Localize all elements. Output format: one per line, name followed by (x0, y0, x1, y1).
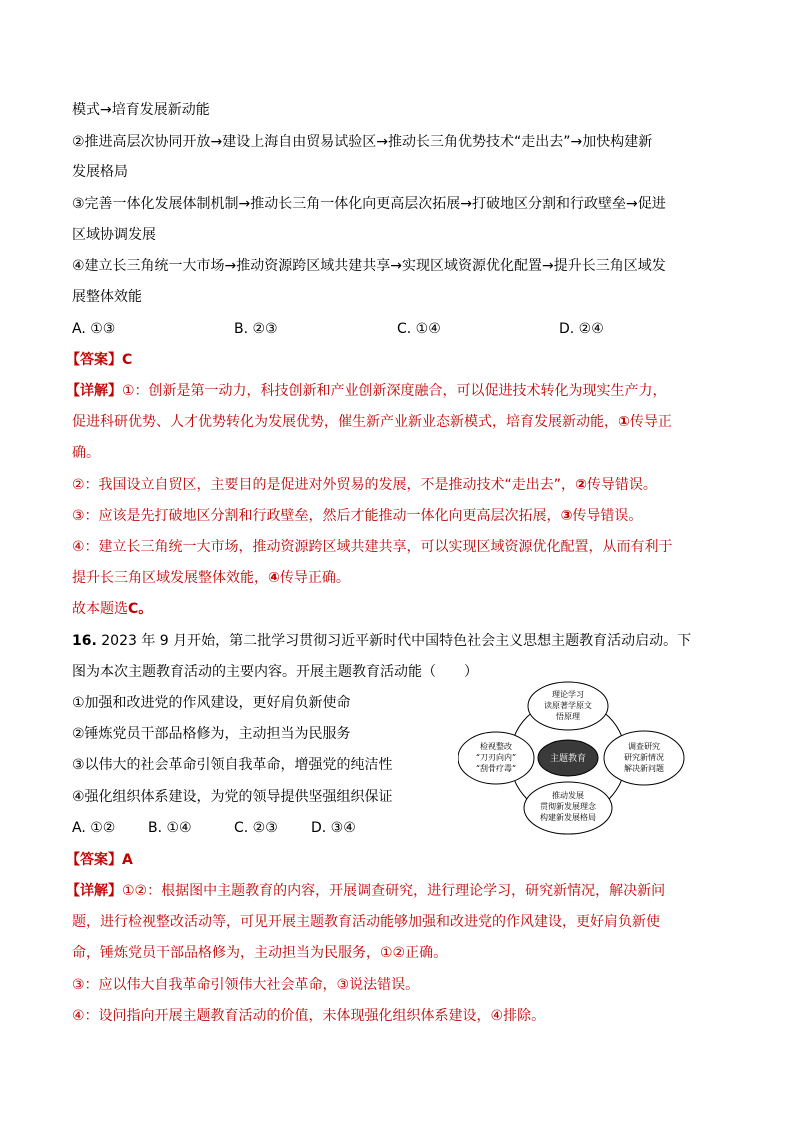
q15-detail4-line1: ④：建立长三角统一大市场，推动资源跨区域共建共享，可以实现区域资源优化配置，从而有利于 (72, 539, 673, 555)
q16-choice-a: A. ①② (72, 820, 116, 836)
q16-choice-d: D. ③④ (311, 820, 356, 836)
diagram-right-line1: 调查研究 (628, 742, 660, 751)
q15-option3-line2: 区域协调发展 (72, 227, 156, 243)
answer-value: A (122, 852, 133, 868)
q15-detail3: ③：应该是先打破地区分割和行政壁垒，然后才能推动一体化向更高层次拓展，③传导错误。 (72, 508, 643, 524)
q15-choice-d: D. ②④ (559, 321, 604, 337)
q15-option2-line1: ②推进高层次协同开放→建设上海自由贸易试验区→推动长三角优势技术“走出去”→加快构建新 (72, 134, 653, 150)
diagram-left-line3: “刮骨疗毒” (475, 764, 517, 773)
q16-stem-line2: 图为本次主题教育活动的主要内容。开展主题教育活动能（ ） (72, 664, 478, 680)
q16-detail1-line2: 题，进行检视整改活动等，可见开展主题教育活动能够加强和改进党的作风建设，更好肩负新使 (72, 914, 660, 930)
q15-detail1-line3: 确。 (72, 445, 100, 461)
diagram-center-label: 主题教育 (549, 754, 587, 764)
answer-label: 【答案】 (66, 852, 122, 868)
q16-detail1-line1: 【详解】①②：根据图中主题教育的内容，开展调查研究，进行理论学习，研究新情况，解决新问 (66, 883, 666, 899)
q15-option1-tail: 模式→培育发展新动能 (72, 102, 210, 118)
q15-detail1-line1: 【详解】①：创新是第一动力，科技创新和产业创新深度融合，可以促进技术转化为现实生产力， (66, 383, 667, 399)
q15-choice-c: C. ①④ (397, 321, 441, 337)
q16-answer (66, 850, 133, 870)
q15-option2-line2: 发展格局 (72, 164, 128, 180)
diagram-top-line3: 悟原理 (556, 712, 580, 721)
q15-option3-line1: ③完善一体化发展体制机制→推动长三角一体化向更高层次拓展→打破地区分割和行政壁垒→促进 (72, 196, 666, 212)
q16-option3: ③以伟大的社会革命引领自我革命，增强党的纯洁性 (72, 757, 393, 773)
q15-conclusion: 故本题选C。 (72, 601, 153, 617)
q16-choice-b: B. ①④ (148, 820, 192, 836)
q15-detail4-line2: 提升长三角区域发展整体效能，④传导正确。 (72, 570, 350, 586)
q16-detail3: ④：设问指向开展主题教育活动的价值，未体现强化组织体系建设，④排除。 (72, 1008, 546, 1024)
detail-label: 【详解】 (66, 883, 122, 899)
q16-detail2: ③：应以伟大自我革命引领伟大社会革命，③说法错误。 (72, 977, 420, 993)
diagram-left-line2: “刀刃向内” (475, 753, 517, 762)
diagram-svg (458, 680, 688, 840)
detail-label: 【详解】 (66, 383, 122, 399)
diagram-bottom-line1: 推动发展 (552, 791, 584, 800)
theme-education-diagram (458, 680, 688, 840)
q16-option1: ①加强和改进党的作风建设，更好肩负新使命 (72, 695, 351, 711)
diagram-right-line2: 研究新情况 (624, 753, 664, 762)
q15-option4-line2: 展整体效能 (72, 289, 142, 305)
q16-option2: ②锤炼党员干部品格修为，主动担当为民服务 (72, 726, 351, 742)
diagram-left-line1: 检视整改 (480, 742, 512, 751)
diagram-top-line1: 理论学习 (552, 690, 584, 699)
q16-choice-c: C. ②③ (234, 820, 278, 836)
q15-choice-a: A. ①③ (72, 321, 116, 337)
diagram-right-line3: 解决新问题 (624, 764, 664, 773)
answer-label: 【答案】 (66, 352, 122, 368)
question-number: 16. (72, 633, 97, 649)
q16-detail1-line3: 命，锤炼党员干部品格修为，主动担当为民服务，①②正确。 (72, 945, 448, 961)
q16-stem-line1: 16. 2023 年 9 月开始，第二批学习贯彻习近平新时代中国特色社会主义思想主题教育活动启动。下 (72, 633, 692, 649)
answer-value: C (122, 352, 133, 368)
q15-option4-line1: ④建立长三角统一大市场→推动资源跨区域共建共享→实现区域资源优化配置→提升长三角区域发 (72, 258, 666, 274)
q15-detail2: ②：我国设立自贸区，主要目的是促进对外贸易的发展，不是推动技术“走出去”，②传导错误。 (72, 477, 657, 493)
q16-option4: ④强化组织体系建设，为党的领导提供坚强组织保证 (72, 789, 393, 805)
q15-choice-b: B. ②③ (234, 321, 278, 337)
diagram-top-line2: 读原著学原文 (544, 701, 592, 710)
q15-answer (66, 350, 132, 370)
diagram-bottom-line3: 构建新发展格局 (540, 813, 596, 822)
diagram-bottom-line2: 贯彻新发展理念 (540, 802, 596, 811)
q15-detail1-line2: 促进科研优势、人才优势转化为发展优势，催生新产业新业态新模式，培育发展新动能，①传导正 (72, 414, 672, 430)
